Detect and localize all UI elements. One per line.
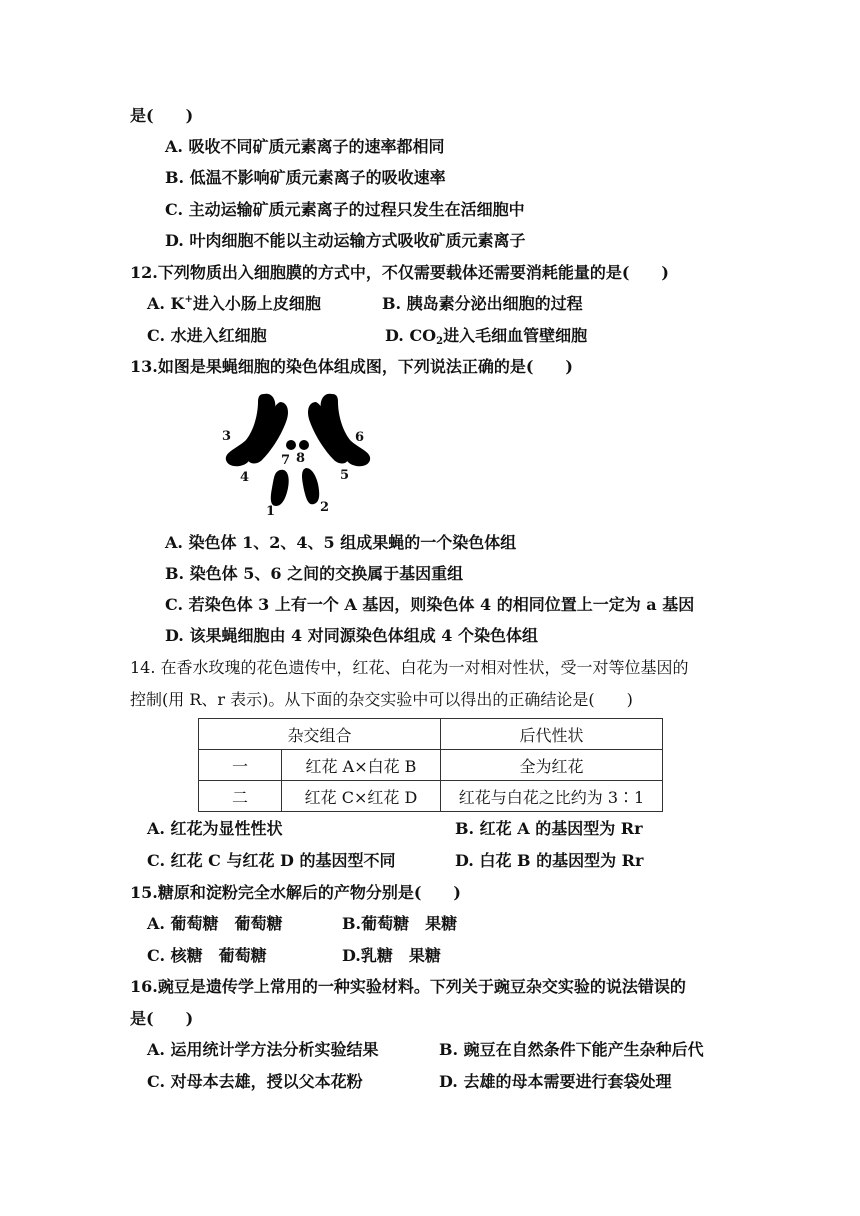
table-header-row [199,719,663,750]
q15-option-a: A. 葡萄糖 葡萄糖 [147,914,283,933]
label-7: 7 [281,453,291,468]
q11-option-b: B. 低温不影响矿质元素离子的吸收速率 [165,168,446,187]
q16-option-c: C. 对母本去雄，授以父本花粉 [147,1072,363,1091]
q12-option-a-sup: + [184,294,193,305]
table-header: 杂交组合 [199,719,441,750]
table-cell: 红花与白花之比约为 3∶1 [441,781,663,812]
q13-option-a: A. 染色体 1、2、4、5 组成果蝇的一个染色体组 [165,533,517,552]
label-2: 2 [320,500,330,515]
table-cell: 一 [199,750,282,781]
table-cell: 二 [199,781,282,812]
label-3: 3 [222,429,232,444]
q12-stem: 12.下列物质出入细胞膜的方式中，不仅需要载体还需要消耗能量的是( ) [130,263,669,282]
q15-option-b: B.葡萄糖 果糖 [342,914,458,933]
table-cell: 红花 C×红花 D [282,781,441,812]
q16-option-b: B. 豌豆在自然条件下能产生杂种后代 [439,1040,704,1059]
q12-option-a-post: 进入小肠上皮细胞 [192,294,321,313]
q11-option-a: A. 吸收不同矿质元素离子的速率都相同 [165,137,445,156]
table-row [199,750,663,781]
q12-option-d-post: 进入毛细血管壁细胞 [443,326,588,345]
table-cell: 全为红花 [441,750,663,781]
label-8: 8 [296,451,306,466]
table-header: 后代性状 [441,719,663,750]
q14-option-d: D. 白花 B 的基因型为 Rr [455,851,644,870]
q12-option-a-pre: A. K [147,294,185,313]
chromosome-7 [286,440,296,450]
cross-table [198,718,663,812]
table-row [199,781,663,812]
chromosome-2 [302,468,319,504]
q14-option-c: C. 红花 C 与红花 D 的基因型不同 [147,851,396,870]
label-5: 5 [340,468,350,483]
q13-stem: 13.如图是果蝇细胞的染色体组成图，下列说法正确的是( ) [130,357,573,376]
q13-option-c: C. 若染色体 3 上有一个 A 基因，则染色体 4 的相同位置上一定为 a 基因 [165,595,695,614]
q12-option-d-sub: 2 [436,336,444,347]
q14-option-b: B. 红花 A 的基因型为 Rr [455,819,643,838]
q12-option-d-pre: D. CO [385,326,437,345]
table-cell: 红花 A×白花 B [282,750,441,781]
q14-stem-line2: 控制(用 R、r 表示)。从下面的杂交实验中可以得出的正确结论是( ) [130,690,633,709]
q16-stem-line1: 16.豌豆是遗传学上常用的一种实验材料。下列关于豌豆杂交实验的说法错误的 [130,977,686,996]
q16-stem-line2: 是( ) [130,1009,194,1028]
q15-stem: 15.糖原和淀粉完全水解后的产物分别是( ) [130,883,461,902]
q13-option-d: D. 该果蝇细胞由 4 对同源染色体组成 4 个染色体组 [165,626,538,645]
label-1: 1 [266,504,276,518]
q12-option-c: C. 水进入红细胞 [147,326,267,345]
q11-option-c: C. 主动运输矿质元素离子的过程只发生在活细胞中 [165,200,525,219]
q16-option-d: D. 去雄的母本需要进行套袋处理 [439,1072,672,1091]
q12-option-a [147,294,321,314]
q14-stem-line1: 14. 在香水玫瑰的花色遗传中，红花、白花为一对相对性状，受一对等位基因的 [130,658,689,677]
q14-option-a: A. 红花为显性性状 [147,819,283,838]
q11-option-d: D. 叶肉细胞不能以主动运输方式吸收矿质元素离子 [165,231,526,250]
label-6: 6 [355,430,365,445]
q11-stem-tail: 是( ) [130,106,194,125]
q12-option-b: B. 胰岛素分泌出细胞的过程 [382,294,583,313]
q15-option-c: C. 核糖 葡萄糖 [147,946,267,965]
q16-option-a: A. 运用统计学方法分析实验结果 [147,1040,379,1059]
chromosome-1 [271,470,289,506]
q12-option-d [385,326,587,346]
q13-option-b: B. 染色体 5、6 之间的交换属于基因重组 [165,564,464,583]
q15-option-d: D.乳糖 果糖 [342,946,441,965]
chromosome-8 [299,440,309,450]
chromosome-figure [218,388,378,518]
label-4: 4 [240,470,250,485]
